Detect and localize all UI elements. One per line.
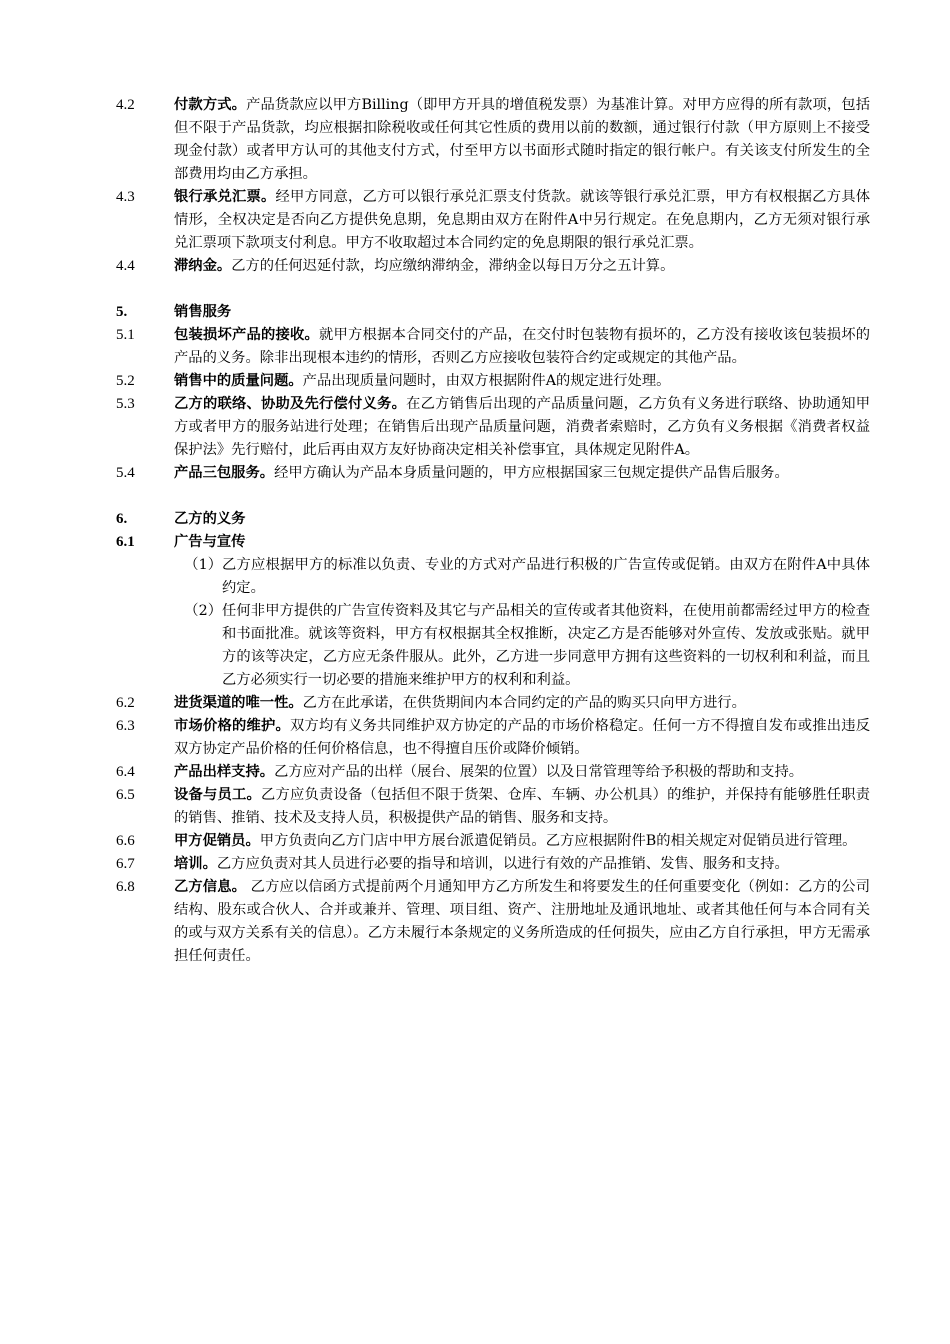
clause-text: 就甲方根据本合同交付的产品，在交付时包装物有损坏的，乙方没有接收该包装损坏的产品的义务。除非出现根本违约的情形，否则乙方应接收包装符合约定或规定的其他产品。 xyxy=(174,327,870,366)
clause-body xyxy=(174,853,870,876)
clause-number: 5.1 xyxy=(116,327,135,343)
subclause-text: 任何非甲方提供的广告宣传资料及其它与产品相关的宣传或者其他资料，在使用前都需经过甲方的检查和书面批准。就该等资料，甲方有权根据其全权推断，决定乙方是否能够对外宣传、发放或张贴。就甲方的该等决定，乙方应无条件服从。此外，乙方进一步同意甲方拥有这些资料的一切权利和利益，而且乙方必须实行一切必要的措施来维护甲方的权利和利益。 xyxy=(222,603,870,688)
contract-page xyxy=(0,94,950,968)
section-number: 6. xyxy=(116,511,128,527)
clause-title: 银行承兑汇票。 xyxy=(174,189,276,205)
clause-title: 付款方式。 xyxy=(174,97,247,113)
clause-number: 6.3 xyxy=(116,718,135,734)
clause-6-6 xyxy=(0,830,950,853)
clause-title: 销售中的质量问题。 xyxy=(174,373,303,389)
clause-6-2 xyxy=(0,692,950,715)
clause-6-5 xyxy=(0,784,950,830)
clause-body xyxy=(174,876,870,968)
section-spacer xyxy=(0,278,950,301)
clause-title: 滞纳金。 xyxy=(174,258,232,274)
clause-body xyxy=(174,715,870,761)
clause-text: 双方均有义务共同维护双方协定的产品的市场价格稳定。任何一方不得擅自发布或推出违反双方协定产品价格的任何价格信息，也不得擅自压价或降价倾销。 xyxy=(174,718,871,757)
clause-body xyxy=(174,94,870,186)
subclause-6-1-2 xyxy=(174,600,870,692)
clause-title: 设备与员工。 xyxy=(174,787,262,803)
clause-text: 经甲方同意，乙方可以银行承兑汇票支付货款。就该等银行承兑汇票，甲方有权根据乙方具体情形，全权决定是否向乙方提供免息期，免息期由双方在附件A中另行规定。在免息期内，乙方无须对银行承兑汇票项下款项支付利息。甲方不收取超过本合同约定的免息期限的银行承兑汇票。 xyxy=(174,189,870,251)
clause-4-4 xyxy=(0,255,950,278)
clause-body xyxy=(174,462,870,485)
clause-number: 6.4 xyxy=(116,764,135,780)
clause-number: 6.6 xyxy=(116,833,135,849)
clause-number: 6.7 xyxy=(116,856,135,872)
clause-text: 乙方在此承诺，在供货期间内本合同约定的产品的购买只向甲方进行。 xyxy=(302,695,746,711)
clause-text: 甲方负责向乙方门店中甲方展台派遣促销员。乙方应根据附件B的相关规定对促销员进行管理。 xyxy=(259,833,857,849)
clause-body xyxy=(174,370,870,393)
clause-6-4 xyxy=(0,761,950,784)
clause-title: 乙方的联络、协助及先行偿付义务。 xyxy=(174,396,407,412)
clause-6-3 xyxy=(0,715,950,761)
clause-title: 培训。 xyxy=(174,856,217,872)
clause-6-7 xyxy=(0,853,950,876)
clause-number: 6.5 xyxy=(116,787,135,803)
clause-text: 乙方应负责对其人员进行必要的指导和培训，以进行有效的产品推销、发售、服务和支持。 xyxy=(216,856,789,872)
clause-title: 包装损坏产品的接收。 xyxy=(174,327,320,343)
clause-text: 乙方应负责设备（包括但不限于货架、仓库、车辆、办公机具）的维护，并保持有能够胜任职责的销售、推销、技术及支持人员，积极提供产品的销售、服务和支持。 xyxy=(174,787,871,826)
clause-5-3 xyxy=(0,393,950,462)
clause-title: 广告与宣传 xyxy=(174,534,246,550)
clause-title: 进货渠道的唯一性。 xyxy=(174,695,303,711)
clause-text: 产品货款应以甲方Billing（即甲方开具的增值税发票）为基准计算。对甲方应得的所有款项，包括但不限于产品货款，均应根据扣除税收或任何其它性质的费用以前的数额，通过银行付款（甲方原则上不接受现金付款）或者甲方认可的其他支付方式，付至甲方以书面形式随时指定的银行帐户。有关该支付所发生的全部费用均由乙方承担。 xyxy=(174,97,870,182)
clause-number: 4.3 xyxy=(116,189,135,205)
section-6-heading xyxy=(0,508,950,531)
section-5-heading xyxy=(0,301,950,324)
clause-4-3 xyxy=(0,186,950,255)
section-title: 销售服务 xyxy=(174,304,232,320)
clause-text: 乙方应以信函方式提前两个月通知甲方乙方所发生和将要发生的任何重要变化（例如：乙方的公司结构、股东或合伙人、合并或兼并、管理、项目组、资产、注册地址及通讯地址、或者其他任何与本合同有关的或与双方关系有关的信息）。乙方未履行本条规定的义务所造成的任何损失，应由乙方自行承担，甲方无需承担任何责任。 xyxy=(174,879,870,964)
clause-number: 5.3 xyxy=(116,396,135,412)
clause-title: 产品出样支持。 xyxy=(174,764,275,780)
clause-body xyxy=(174,255,870,278)
section-title: 乙方的义务 xyxy=(174,511,246,527)
subclause-6-1-1 xyxy=(174,554,870,600)
clause-text: 乙方的任何迟延付款，均应缴纳滞纳金，滞纳金以每日万分之五计算。 xyxy=(231,258,675,274)
clause-body xyxy=(174,830,870,853)
clause-text: 经甲方确认为产品本身质量问题的，甲方应根据国家三包规定提供产品售后服务。 xyxy=(274,465,789,481)
section-number: 5. xyxy=(116,304,128,320)
clause-number: 5.4 xyxy=(116,465,135,481)
subclause-marker: （1） xyxy=(184,557,222,573)
clause-number: 6.8 xyxy=(116,879,135,895)
clause-body xyxy=(174,324,870,370)
clause-body xyxy=(174,761,870,784)
clause-text: 产品出现质量问题时，由双方根据附件A的规定进行处理。 xyxy=(302,373,671,389)
clause-6-1 xyxy=(0,531,950,554)
clause-6-8 xyxy=(0,876,950,968)
clause-title: 市场价格的维护。 xyxy=(174,718,291,734)
section-spacer xyxy=(0,485,950,508)
clause-5-4 xyxy=(0,462,950,485)
clause-text: 乙方应对产品的出样（展台、展架的位置）以及日常管理等给予积极的帮助和支持。 xyxy=(274,764,804,780)
clause-title: 乙方信息。 xyxy=(174,879,247,895)
clause-number: 6.1 xyxy=(116,534,135,550)
clause-body xyxy=(174,186,870,255)
clause-title: 甲方促销员。 xyxy=(174,833,260,849)
clause-number: 6.2 xyxy=(116,695,135,711)
subclause-marker: （2） xyxy=(184,603,222,619)
clause-5-2 xyxy=(0,370,950,393)
clause-text: 在乙方销售后出现的产品质量问题，乙方负有义务进行联络、协助通知甲方或者甲方的服务站进行处理；在销售后出现产品质量问题，消费者索赔时，乙方负有义务根据《消费者权益保护法》先行赔付，此后再由双方友好协商决定相关补偿事宜，具体规定见附件A。 xyxy=(174,396,871,458)
clause-body xyxy=(174,784,870,830)
subclause-text: 乙方应根据甲方的标准以负责、专业的方式对产品进行积极的广告宣传或促销。由双方在附件A中具体约定。 xyxy=(222,557,870,596)
clause-number: 4.4 xyxy=(116,258,135,274)
clause-5-1 xyxy=(0,324,950,370)
clause-body xyxy=(174,393,870,462)
clause-4-2 xyxy=(0,94,950,186)
clause-title: 产品三包服务。 xyxy=(174,465,275,481)
clause-body xyxy=(174,692,870,715)
clause-number: 4.2 xyxy=(116,97,135,113)
clause-number: 5.2 xyxy=(116,373,135,389)
